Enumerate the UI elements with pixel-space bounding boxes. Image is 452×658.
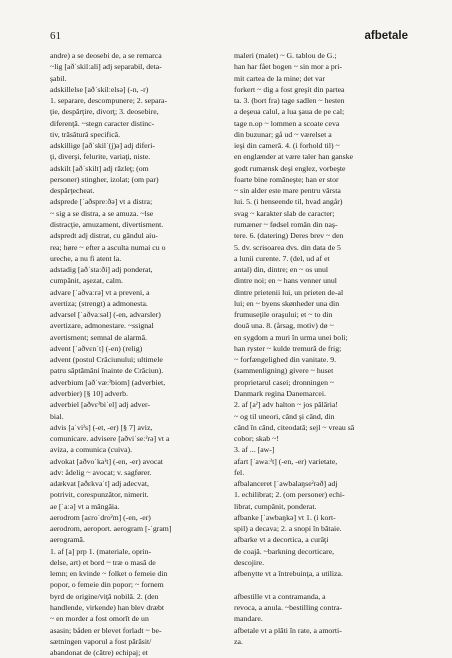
entry-line: cobor; skab ~!: [234, 434, 279, 444]
entry-line: ~ forfængelighed din vanitate. 9.: [234, 355, 337, 365]
entry-line: 3. af ... [aw-]: [234, 445, 275, 455]
entry-line: din buzunar; gå ud ~ værelset a: [234, 129, 332, 139]
entry-line: antal) din, dintre; en ~ os unul: [234, 265, 329, 275]
entry-line: advent [ˈaðvɛnˈt] (-en) (relig): [50, 343, 143, 353]
entry-line: ~ sig a se distra, a se amuza. ~lse: [50, 208, 154, 218]
entry-line: când în când, citeodată; sejl ~ vreau să: [234, 422, 355, 432]
entry-line: tage n.op ~ lommen a scoate ceva: [234, 118, 340, 128]
entry-line: lemn; en kvinde ~ folket o femeie din: [50, 569, 168, 579]
entry-line: ieşi din cameră. 4. (i forhold til) ~: [234, 141, 340, 151]
entry-line: şabil.: [50, 73, 67, 83]
entry-line: adv: ådelig ~ avocat; v. sagfører.: [50, 467, 152, 477]
entry-line: delse, art) et bord ~ træ o masă de: [50, 557, 156, 567]
entry-line: ~ en morder a fost omorît de un: [50, 614, 149, 624]
entry-line: dintre noi; en ~ hans venner unul: [234, 276, 337, 286]
entry-line: ţi, diverşi, felurite, variaţi, niste.: [50, 152, 151, 162]
entry-line: han har fået bogen ~ sin mor a pri-: [234, 62, 343, 72]
entry-line: afbanke [ˈawbaŋkə] vt 1. (i kort-: [234, 512, 336, 522]
entry-line: descojire.: [234, 557, 265, 567]
page-number: 61: [50, 30, 61, 42]
entry-line: adækvat [aðɛkvaˈt] adj adecvat,: [50, 479, 149, 489]
entry-line: abandonat de (către) echipaj; et: [50, 648, 148, 658]
entry-line: ~lig [aðˈskilːali] adj separabil, deta-: [50, 62, 162, 72]
entry-line: două una. 8. (årsag, motiv) dø ~: [234, 321, 334, 331]
entry-line: comunicare. advisere [aðviˈseːˀrə] vt a: [50, 434, 170, 444]
entry-line: adspredt adj distrat, cu gândul aiu-: [50, 231, 158, 241]
entry-line: ae [ˈaːə] vt a mângâia.: [50, 501, 120, 511]
entry-line: foarte bine româneşte; han er stor: [234, 174, 339, 184]
entry-line: en sygdom a muri în urma unei boli;: [234, 332, 348, 342]
entry-line: svag ~ karakter slab de caracter;: [234, 208, 335, 218]
entry-line: advare [ˈaðvaːrə] vt a preveni, a: [50, 287, 150, 297]
entry-line: afart [ˈawaːˀt] (-en, -er) varietate,: [234, 456, 338, 466]
entry-line: popor, o femeie din popor; ~ fornem: [50, 580, 164, 590]
entry-line: aerodrom, aeroport. aerogram [-ˈgram]: [50, 524, 172, 534]
entry-line: despărţecheat.: [50, 186, 95, 196]
entry-line: adskilt [aðˈskilt] adj răzleţ; (om: [50, 163, 149, 173]
entry-line: advent (postul Crăciunului; ultimele: [50, 355, 163, 365]
entry-line: afbestille vt a contramanda, a: [234, 591, 326, 601]
entry-line: adskillelse [aðˈskilːelsə] (-n, -r): [50, 84, 149, 94]
entry-line: de coajă. ~barkning decorticare,: [234, 546, 335, 556]
entry-line: avertiza; (strengt) a admonesta.: [50, 298, 148, 308]
entry-line: 1. separare, descompunere; 2. separa-: [50, 96, 168, 106]
entry-line: handlende, virkende) han blev dræbt: [50, 603, 165, 613]
entry-line: mandare.: [234, 614, 263, 624]
entry-line: maleri (malet) ~ G. tablou de G.;: [234, 51, 337, 60]
entry-line: afbarke vt a decortica, a curăţi: [234, 535, 329, 545]
dictionary-column-left: [50, 50, 224, 658]
entry-line: adverbier) [§ 10] adverb.: [50, 388, 128, 398]
entry-line: fel.: [234, 467, 245, 477]
entry-line: 1. echilibrat; 2. (om personer) echi-: [234, 490, 345, 500]
entry-line: lui. 5. (i henseende til, hvad angår): [234, 197, 343, 207]
entry-line: dintre prietenii lui, un prieten de-al: [234, 287, 344, 297]
entry-line: diferenţă. ~stegn caracter distinc-: [50, 118, 155, 128]
entry-line: (sammenligning) givere ~ huset: [234, 366, 334, 376]
entry-line: afbetale vt a plăti în rate, a amorti-: [234, 625, 342, 635]
entry-line: tere. 6. (datering) Deres brev ~ den: [234, 231, 344, 241]
entry-line: 1. af [a] prp 1. (materiale, oprin-: [50, 546, 152, 556]
entry-line: ~ sin alder este mare pentru vârsta: [234, 186, 341, 196]
entry-line: adstadig [aðˈstaːði] adj ponderat,: [50, 265, 153, 275]
entry-line: avertisment; semnal de alarmă.: [50, 332, 147, 342]
page-header: [50, 30, 408, 44]
entry-line: sætningen vaporul a fost părăsit/: [50, 636, 152, 646]
entry-line: aerogramă.: [50, 535, 85, 545]
entry-line: afbalanceret [ˈawbalaŋseˀrəð] adj: [234, 479, 338, 489]
entry-line: frumuseţile oraşului; et ~ to din: [234, 310, 333, 320]
entry-line: mit cartea de la mine; det var: [234, 73, 325, 83]
entry-line: distracţie, amuzament, divertisment.: [50, 219, 164, 229]
entry-line: [234, 579, 408, 590]
entry-line: adsprede [ˈaðspreːðə] vt a distra;: [50, 197, 153, 207]
entry-line: cumpănit, aşezat, calm.: [50, 276, 123, 286]
entry-line: patru săptămâni înainte de Crăciun).: [50, 366, 164, 376]
entry-line: adverbiel [aðvɛˀbiˈel] adj adver-: [50, 400, 151, 410]
entry-line: adskillige [aðˈskilˈ(j)ə] adj diferi-: [50, 141, 155, 151]
entry-line: 5. dv. scrisoarea dvs. din data de 5: [234, 242, 341, 252]
entry-line: 2. af [aˀ] adv halton ~ jos pălăria!: [234, 400, 339, 410]
entry-line: en englænder at være taler han ganske: [234, 152, 354, 162]
entry-line: byrd de origine/viţă nobilă. 2. (den: [50, 591, 159, 601]
entry-line: afbenytte vt a întrebuinţa, a utiliza.: [234, 569, 343, 579]
entry-line: a lunii curente. 7. (del, ud af et: [234, 253, 330, 263]
entry-line: adverbium [aðˈvæːˀbiom] (adverbiet,: [50, 377, 166, 387]
dictionary-column-right: [234, 50, 408, 646]
entry-line: rea; høre ~ efter a asculta numai cu o: [50, 242, 166, 252]
entry-line: andre) a se deosebi de, a se remarca: [50, 51, 162, 60]
entry-line: rumæner ~ fødsel român din naş-: [234, 219, 338, 229]
entry-line: advokat [aðvoˈkaˀt] (-en, -er) avocat: [50, 456, 163, 466]
entry-line: godt rumænsk deşi englez, vorbeşte: [234, 163, 346, 173]
entry-line: ţie, despărţire, divorţ; 3. deosebire,: [50, 107, 159, 117]
running-headword: afbetale: [364, 30, 408, 42]
entry-line: ~ og til uneori, când şi când, din: [234, 411, 335, 421]
entry-line: tiv, trăsătură specifică.: [50, 129, 121, 139]
entry-line: aviza, a comunica (cuiva).: [50, 445, 133, 455]
entry-line: advis [aˈviˀs] (-et, -er) [§ 7] aviz,: [50, 422, 153, 432]
entry-line: a deşeua calul, a lua şaua de pe cal;: [234, 107, 345, 117]
entry-line: aerodrom [aɛroˈdroˀm] (-en, -er): [50, 512, 151, 522]
entry-line: forkert ~ dig a fost greşit din partea: [234, 84, 345, 94]
entry-line: advarsel [ˈaðvaːsəl] (-en, advarsler): [50, 310, 161, 320]
entry-line: ta. 3. (bort fra) tage sadlen ~ hesten: [234, 96, 345, 106]
entry-line: librat, cumpănit, ponderat.: [234, 501, 317, 511]
entry-line: potrivit, corespunzător, nimerit.: [50, 490, 149, 500]
entry-line: proprietarul casei; dronningen ~: [234, 377, 335, 387]
entry-line: spil) a decava; 2. a snopi în bătaie.: [234, 524, 342, 534]
entry-line: lui; en ~ byens skønheder una din: [234, 298, 340, 308]
entry-line: asasin; båden er blevet forladt ~ be-: [50, 625, 162, 635]
entry-line: avertizare, admonestare. ~ssignal: [50, 321, 154, 331]
entry-line: bial.: [50, 411, 64, 421]
entry-line: ureche, a nu fi atent la.: [50, 253, 122, 263]
entry-line: revoca, a anula. ~bestilling contra-: [234, 603, 343, 613]
entry-line: personer) stingher, izolat; (om par): [50, 174, 159, 184]
entry-line: Danmark regina Danemarcei.: [234, 388, 326, 398]
entry-line: za.: [234, 636, 243, 646]
entry-line: han ryster ~ kulde tremură de frig;: [234, 343, 342, 353]
